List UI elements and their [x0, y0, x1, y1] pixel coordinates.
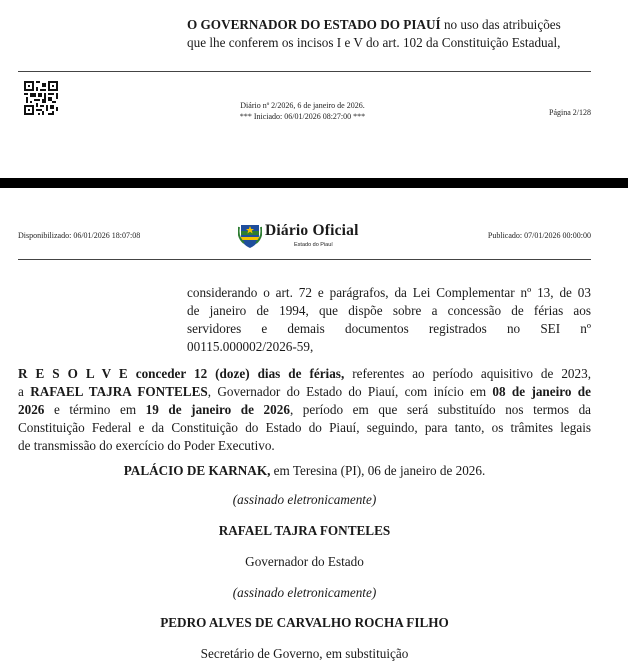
signatory-name: RAFAEL TAJRA FONTELES: [218, 523, 391, 538]
intro-paragraph: [187, 16, 591, 52]
governor-name: RAFAEL TAJRA FONTELES: [30, 384, 208, 399]
header-divider: [18, 259, 591, 260]
logo-title: Diário Oficial: [265, 222, 359, 239]
piaui-coat-of-arms-icon: [238, 221, 262, 249]
page-number: Página 2/128: [549, 108, 591, 117]
palacio-place-date: em Teresina (PI), 06 de janeiro de 2026.: [270, 463, 486, 478]
start-date: 08 de janeiro de: [492, 384, 591, 399]
issue-number-date: Diário nº 2/2026, 6 de janeiro de 2026.: [240, 101, 365, 110]
considerando-line: servidores e demais documentos registrados no SEI nº: [187, 321, 591, 336]
footer-divider: [18, 71, 591, 72]
start-date-year: 2026: [18, 402, 45, 417]
issue-started-at: *** Iniciado: 06/01/2026 08:27:00 ***: [239, 112, 366, 121]
considerando-paragraph: [187, 284, 591, 356]
logo-subtitle: Estado do Piauí: [294, 242, 333, 248]
signature-note: (assinado eletronicamente): [232, 585, 377, 600]
resolve-text: referentes ao período aquisitivo de 2023,: [344, 366, 592, 381]
resolve-text: de transmissão do exercício do Poder Executivo.: [18, 438, 275, 453]
resolve-text: , Governador do Estado do Piauí, com início em: [207, 384, 493, 399]
considerando-line: 00115.000002/2026-59,: [187, 339, 314, 354]
intro-text-1: no uso das atribuições: [440, 17, 561, 32]
publicado-date: Publicado: 07/01/2026 00:00:00: [487, 231, 591, 240]
resolve-text: a: [18, 384, 31, 399]
disponibilizado-date: Disponibilizado: 06/01/2026 18:07:08: [18, 231, 141, 240]
resolve-text: e término em: [44, 402, 146, 417]
page-separator: [0, 178, 628, 188]
signatory-name: PEDRO ALVES DE CARVALHO ROCHA FILHO: [160, 615, 449, 630]
resolve-text: , período em que será substituído nos termos da: [289, 402, 592, 417]
intro-text-2: que lhe conferem os incisos I e V do art. 102 da Constituição Estadual,: [187, 35, 561, 50]
resolve-bold: R E S O L V E conceder 12 (doze) dias de férias,: [18, 366, 345, 381]
palacio-line: [18, 462, 591, 480]
considerando-line: de janeiro de 1994, que dispõe sobre a concessão de férias aos: [187, 303, 591, 318]
signature-note: (assinado eletronicamente): [232, 492, 377, 507]
resolve-text: Constituição Federal e da Constituição do Estado do Piauí, seguindo, para tanto, os trâmites legais: [18, 420, 591, 435]
qr-code-icon: [24, 81, 58, 115]
signatory-role: Secretário de Governo, em substituição: [200, 646, 409, 661]
considerando-line: considerando o art. 72 e parágrafos, da Lei Complementar nº 13, de 03: [187, 285, 591, 300]
palacio-name: PALÁCIO DE KARNAK,: [123, 463, 271, 478]
issue-info: [210, 100, 395, 122]
intro-governor-title: O GOVERNADOR DO ESTADO DO PIAUÍ: [187, 17, 441, 32]
signatory-role: Governador do Estado: [245, 554, 364, 569]
end-date: 19 de janeiro de 2026: [145, 402, 290, 417]
diario-oficial-logo: [238, 221, 368, 249]
resolve-paragraph: [18, 365, 591, 455]
